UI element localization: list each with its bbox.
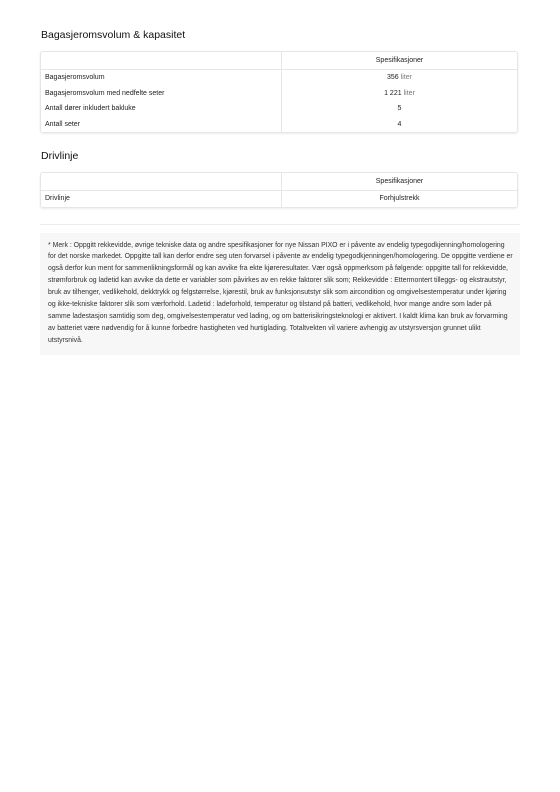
- disclaimer-text: * Merk : Oppgitt rekkevidde, øvrige tekniske data og andre spesifikasjoner for nye Nissan PIXO er i påvente av endelig typegodkjenning/homologering for det norske markedet. Oppgitte tall kan derfor endre seg uten forvarsel i påvente av endelig typegodkjenningen/homologering. De oppgitte verdiene er også derfor kun ment for sammenlikningsformål og kan avvike fra ekte kjøreresultater. Vær også oppmerksom på følgende: oppgitte tall for rekkevidde, strømforbruk og ladetid kan avvike da dette er variabler som påvirkes av en rekke faktorer slik som; Rekkevidde : Ettermontert tilleggs- og ekstrautstyr, bruk av tilhenger, vedlikehold, dekktrykk og felgstørrelse, kjørestil, bruk av funksjonsutstyr slik som aircondition og omgivelsestemperatur under kjøring og ikke-tekniske faktorer slik som værforhold. Ladetid : ladeforhold, temperatur og tilstand på batteri, vedlikehold, hvor mange andre som lader på samme ladestasjon samtidig som deg, omgivelsestemperatur ved lading, og om batterisikringsteknologi er aktivert. I kaldt klima kan bruk av forvarming av batteriet være nødvendig for å kunne forbedre hastigheten ved hurtiglading. Totaltvekten vil variere avhengig av utstyrsversjon grunnet ulikt utstyrsnivå.: [48, 241, 513, 344]
- table-row: [41, 101, 517, 117]
- disclaimer-note: [40, 233, 520, 355]
- spec-table-drivetrain: [40, 172, 518, 208]
- row-label: Bagasjeromsvolum med nedfelte seter: [45, 89, 165, 97]
- row-value: 4: [397, 120, 402, 128]
- header-specifications: Spesifikasjoner: [281, 52, 517, 69]
- row-value: 356: [387, 74, 399, 81]
- header-specifications: Spesifikasjoner: [281, 173, 517, 190]
- row-value-cell: [281, 70, 517, 86]
- spec-page: [40, 28, 520, 355]
- row-value: 5: [397, 105, 402, 112]
- table-header: [41, 173, 517, 191]
- table-row: [41, 191, 517, 207]
- row-label: Antall dører inkludert bakluke: [45, 105, 136, 112]
- section-title-drivetrain: Drivlinje: [41, 150, 79, 162]
- row-unit: liter: [400, 74, 412, 81]
- table-header: [41, 52, 517, 70]
- row-value: 1 221: [384, 89, 402, 97]
- row-label: Drivlinje: [45, 195, 70, 202]
- header-empty-cell: [41, 52, 281, 69]
- section-title-capacity: Bagasjeromsvolum & kapasitet: [41, 29, 186, 41]
- header-empty-cell: [41, 173, 281, 190]
- row-value-cell: [281, 101, 517, 117]
- row-value-cell: [281, 191, 517, 207]
- spec-table-capacity: [40, 51, 518, 133]
- row-label: Antall seter: [45, 120, 81, 128]
- table-row: [41, 117, 517, 133]
- table-row: [41, 70, 517, 86]
- row-value-cell: [281, 117, 517, 133]
- row-label: Bagasjeromsvolum: [45, 74, 105, 81]
- row-value-cell: [281, 86, 517, 102]
- row-value: Forhjulstrekk: [379, 195, 420, 202]
- row-unit: liter: [403, 89, 415, 97]
- divider: [40, 224, 520, 225]
- table-row: [41, 86, 517, 102]
